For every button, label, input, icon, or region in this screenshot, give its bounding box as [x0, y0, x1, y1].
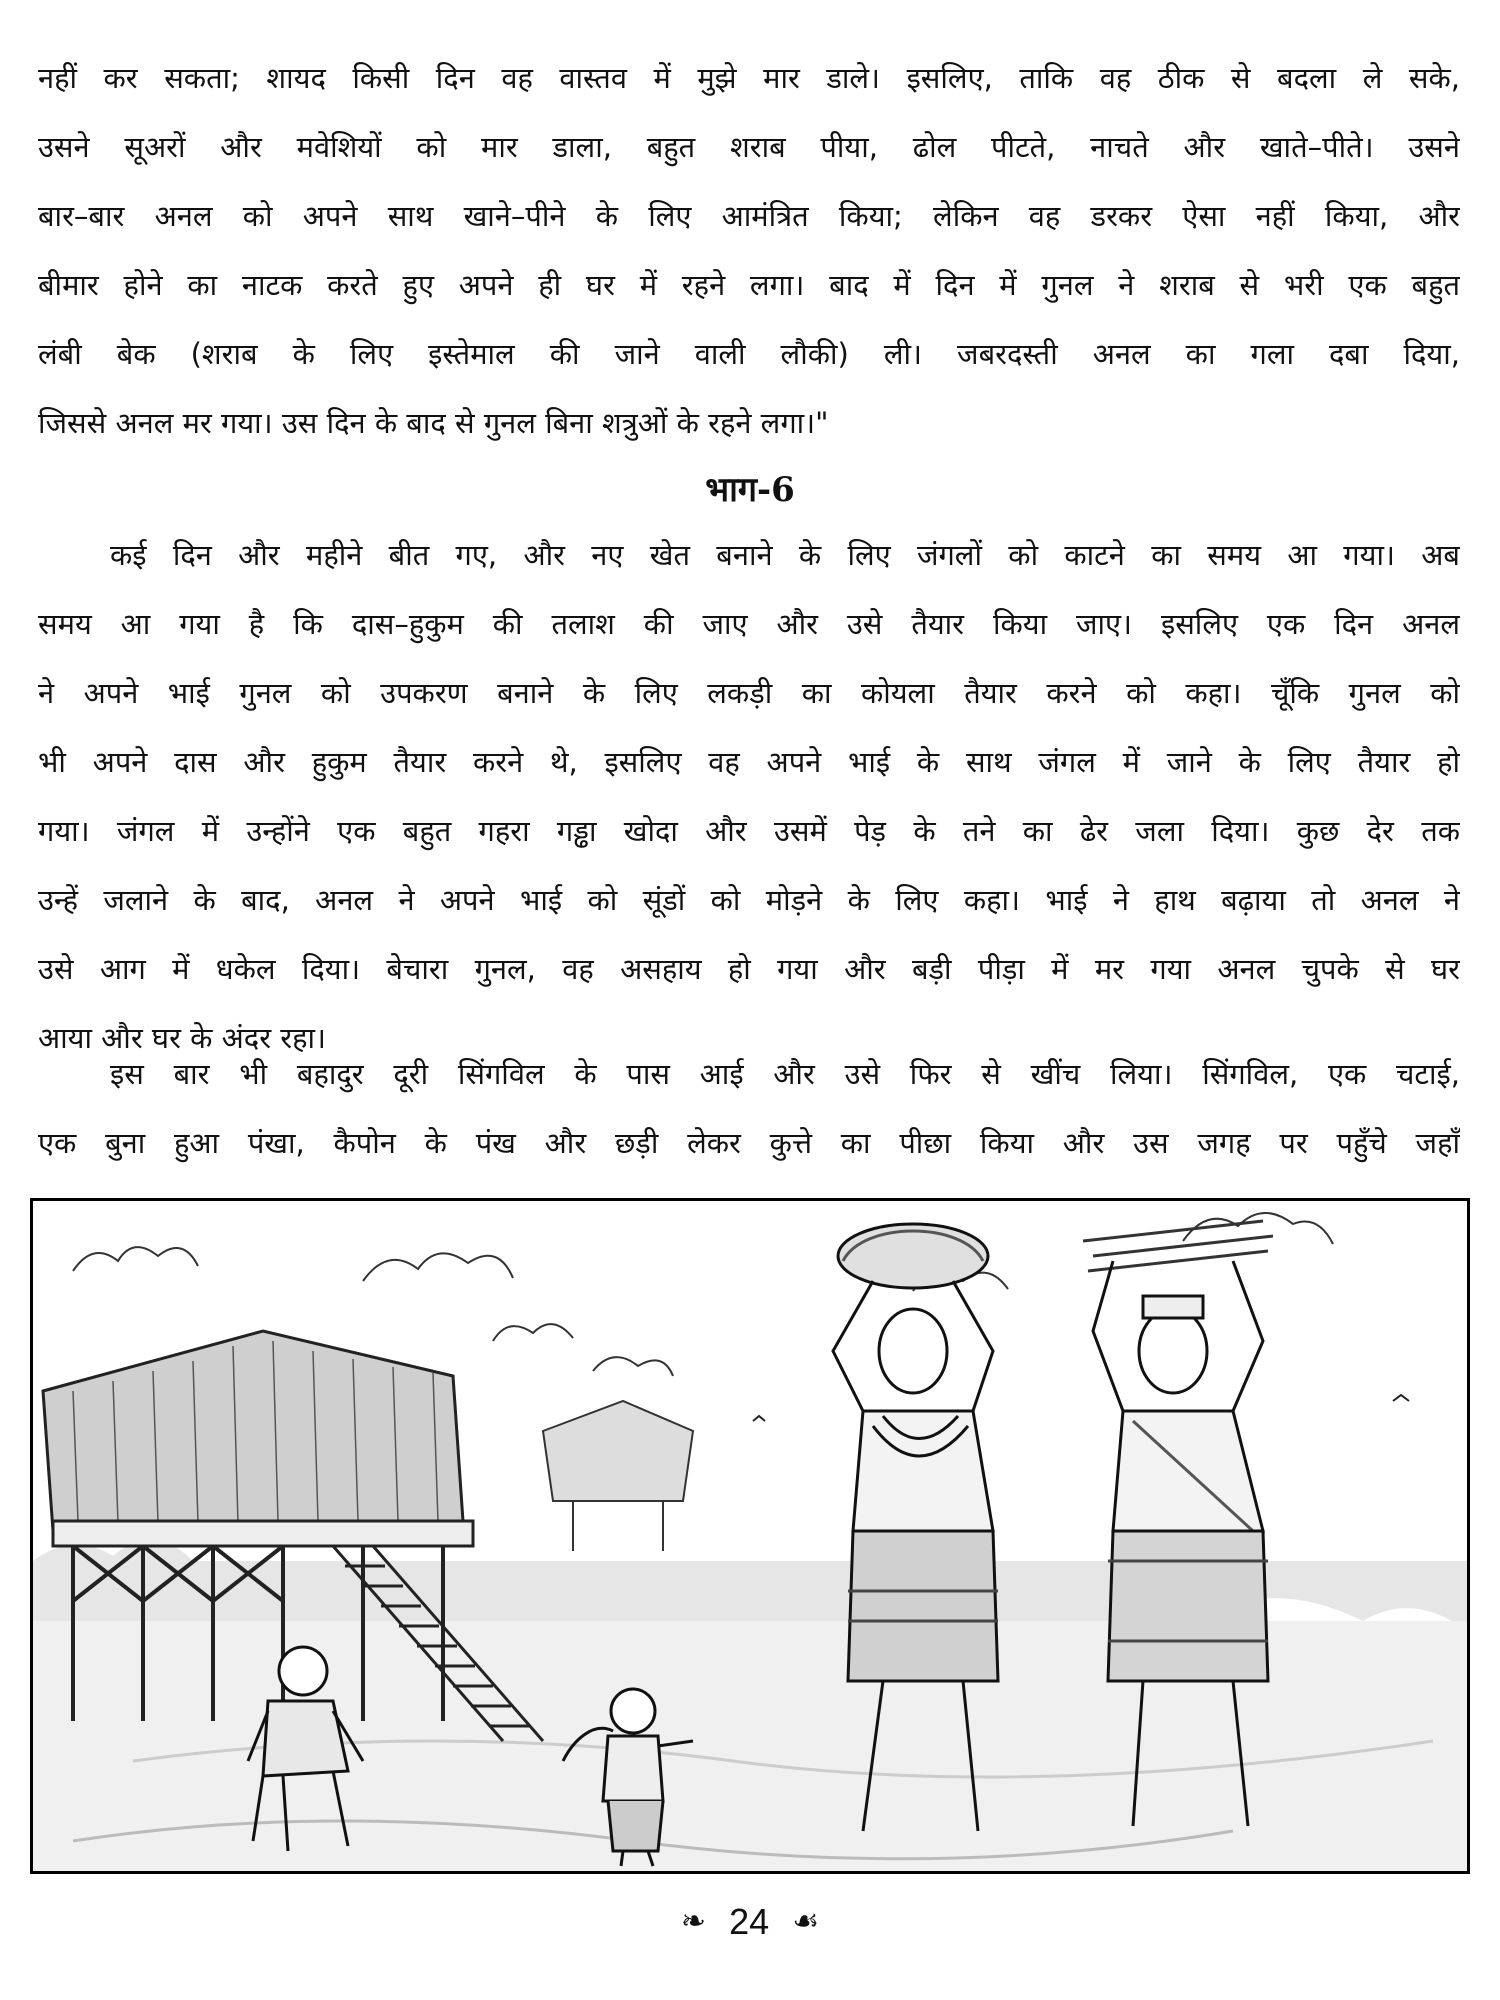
text-line: कई दिन और महीने बीत गए, और नए खेत बनाने के लिए जंगलों को काटने का समय आ गया। अब — [110, 538, 1460, 572]
distant-hut — [543, 1401, 693, 1551]
text-line: समय आ गया है कि दास–हुकुम की तलाश की जाए और उसे तैयार किया जाए। इसलिए एक दिन अनल — [38, 607, 1460, 641]
village-illustration — [30, 1198, 1470, 1874]
page-number: 24 — [729, 1901, 770, 1942]
text-line: एक बुना हुआ पंखा, कैपोन के पंख और छड़ी लेकर कुत्ते का पीछा किया और उस जगह पर पहुँचे जहाँ — [38, 1126, 1460, 1160]
text-line: उसने सूअरों और मवेशियों को मार डाला, बहुत शराब पीया, ढोल पीटते, नाचते और खाते–पीते। उसने — [38, 130, 1460, 164]
text-line: लंबी बेक (शराब के लिए इस्तेमाल की जाने वाली लौकी) ली। जबरदस्ती अनल का गला दबा दिया, — [38, 337, 1460, 371]
text-line: भी अपने दास और हुकुम तैयार करने थे, इसलिए वह अपने भाई के साथ जंगल में जाने के लिए तैयार हो — [38, 745, 1460, 779]
text-line: नहीं कर सकता; शायद किसी दिन वह वास्तव में मुझे मार डाले। इसलिए, ताकि वह ठीक से बदला ले सके, — [38, 61, 1460, 95]
page-footer — [0, 1892, 1500, 1952]
paragraph-singvil — [38, 1040, 1460, 1178]
birds — [593, 1395, 1409, 1441]
text-line: गया। जंगल में उन्होंने एक बहुत गहरा गड्ढा खोदा और उसमें पेड़ के तने का ढेर जला दिया। कुछ देर तक — [38, 814, 1460, 848]
text-line: इस बार भी बहादुर दूरी सिंगविल के पास आई और उसे फिर से खींच लिया। सिंगविल, एक चटाई, — [110, 1057, 1460, 1091]
text-line: आया और घर के अंदर रहा। — [38, 1021, 327, 1055]
text-line: बार–बार अनल को अपने साथ खाने–पीने के लिए आमंत्रित किया; लेकिन वह डरकर ऐसा नहीं किया, और — [38, 199, 1460, 233]
floral-ornament-icon: ❧ — [680, 1904, 706, 1939]
paragraph-part-6 — [38, 521, 1460, 1073]
section-heading: भाग-6 — [705, 470, 795, 510]
paragraph-top — [38, 44, 1460, 458]
text-line: ने अपने भाई गुनल को उपकरण बनाने के लिए लकड़ी का कोयला तैयार करने को कहा। चूँकि गुनल को — [38, 676, 1460, 710]
floral-ornament-icon: ☙ — [792, 1904, 820, 1939]
text-line: उन्हें जलाने के बाद, अनल ने अपने भाई को सूंडों को मोड़ने के लिए कहा। भाई ने हाथ बढ़ाया तो अनल ने — [38, 883, 1460, 917]
text-line: जिससे अनल मर गया। उस दिन के बाद से गुनल बिना शत्रुओं के रहने लगा।" — [38, 406, 829, 440]
text-line: उसे आग में धकेल दिया। बेचारा गुनल, वह असहाय हो गया और बड़ी पीड़ा में मर गया अनल चुपके से घर — [38, 952, 1460, 986]
text-line: बीमार होने का नाटक करते हुए अपने ही घर में रहने लगा। बाद में दिन में गुनल ने शराब से भरी एक बहुत — [38, 268, 1460, 302]
